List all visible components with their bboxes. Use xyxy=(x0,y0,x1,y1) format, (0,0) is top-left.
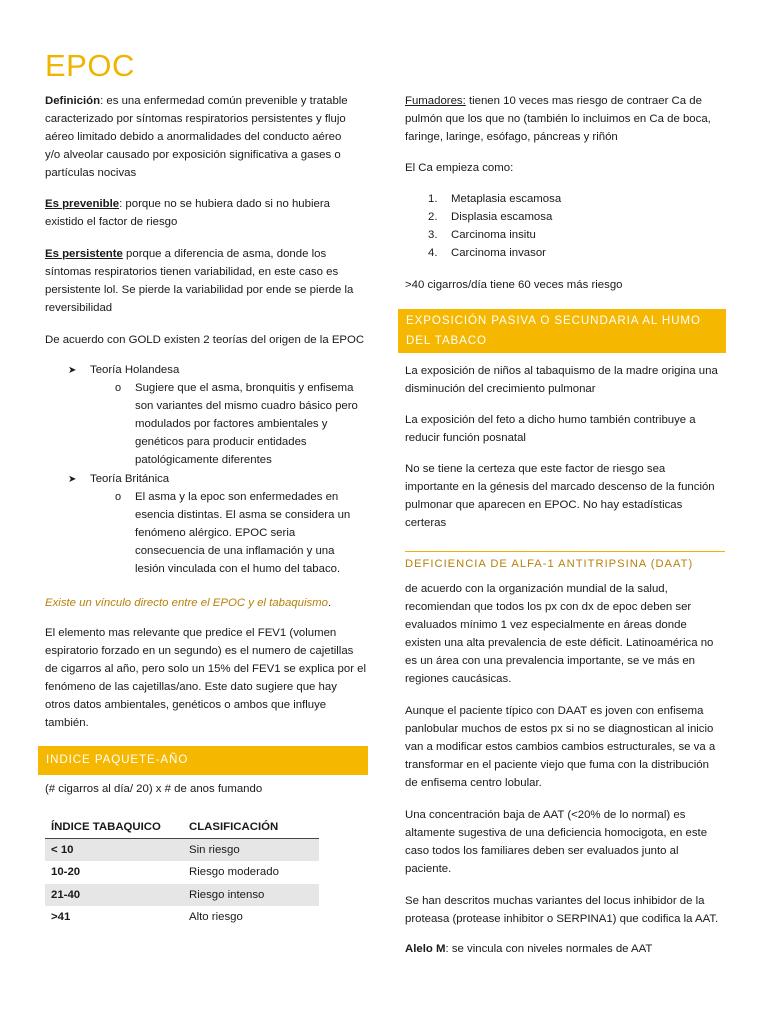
text-line: espiratorio forzado en un segundo) es el numero de cajetillas xyxy=(45,645,354,657)
table-header: ÍNDICE TABAQUICO xyxy=(45,816,183,839)
gold-line: De acuerdo con GOLD existen 2 teorías del origen de la EPOC xyxy=(45,334,365,346)
prevenible-label: Es prevenible xyxy=(45,198,120,210)
text-line: persistente lol. Se pierde la variabilidad por ende se pierde la xyxy=(45,284,354,296)
text-line: El asma y la epoc son enfermedades en xyxy=(135,491,339,503)
text-line: lesión vinculada con el humo del tabaco. xyxy=(135,563,341,575)
text-line: disminución del crecimiento pulmonar xyxy=(405,383,596,395)
text-line: pulmonar que aparecen en EPOC. No hay estadísticas xyxy=(405,499,683,511)
banner-line: EXPOSICIÓN PASIVA O SECUNDARIA AL HUMO xyxy=(406,314,701,327)
text-line: : es una enfermedad común prevenible y tratable xyxy=(100,95,348,107)
list-number: 3. xyxy=(428,229,438,241)
teoria-holandesa-detail xyxy=(135,379,375,469)
text-line: existido el factor de riesgo xyxy=(45,216,178,228)
text-line: Sugiere que el asma, bronquitis y enfisema xyxy=(135,382,354,394)
text-line: reducir función posnatal xyxy=(405,432,526,444)
formula: (# cigarros al día/ 20) x # de anos fumando xyxy=(45,783,263,795)
text-line: evaluados mínimo 1 vez especialmente en áreas donde xyxy=(405,619,687,631)
definicion-label: Definición xyxy=(45,95,101,107)
text-line: caso todos los familiares deben ser evaluados junto al xyxy=(405,845,679,857)
text-line: de cigarros al año, pero solo un 15% del FEV1 se explica por el xyxy=(45,663,367,675)
ca-intro: El Ca empieza como: xyxy=(405,162,514,174)
alelo-text: : se vincula con niveles normales de AAT xyxy=(445,943,653,955)
text-line: pulmón que los que no (también lo incluimos en Ca de boca, xyxy=(405,113,711,125)
italic-text: Existe un vínculo directo entre el EPOC y el tabaquismo xyxy=(45,597,329,609)
prevenible-paragraph xyxy=(45,195,370,231)
text-line: proteasa (protease inhibitor o SERPINA1) que codifica la AAT. xyxy=(405,913,719,925)
table-header: CLASIFICACIÓN xyxy=(183,816,319,839)
table-row xyxy=(45,861,319,884)
text-line: : porque no se hubiera dado si no hubiera xyxy=(119,198,330,210)
text-line: consecuencia de una inflamación y una xyxy=(135,545,335,557)
daat-paragraph-2 xyxy=(405,702,730,792)
table-row xyxy=(45,839,319,862)
heading-rule xyxy=(405,551,725,552)
pasiva-paragraph-2 xyxy=(405,411,730,447)
tabaquico-table xyxy=(45,816,319,929)
italic-dot: . xyxy=(328,597,332,609)
list-item xyxy=(428,208,688,226)
persistente-paragraph xyxy=(45,245,370,317)
arrowhead-icon: ➤ xyxy=(68,474,77,485)
text-line: esencia distintas. El asma se considera un xyxy=(135,509,351,521)
list-item xyxy=(428,226,688,244)
banner-line: DEL TABACO xyxy=(406,334,487,347)
text-line: tienen 10 veces mas riesgo de contraer Ca de xyxy=(465,95,702,107)
text-line: es un área con una prevalencia importante, se ve más en xyxy=(405,655,695,667)
text-line: importante en la génesis del marcado descenso de la función xyxy=(405,481,715,493)
circle-icon: o xyxy=(115,382,122,394)
alelo-label: Alelo M xyxy=(405,943,446,955)
section-banner-pasiva xyxy=(398,309,726,353)
text-line: porque a diferencia de asma, donde los xyxy=(122,248,327,260)
text-line: Una concentración baja de AAT (<20% de lo normal) es xyxy=(405,809,686,821)
teoria-britanica-detail xyxy=(135,488,375,578)
cigarros-40: >40 cigarros/día tiene 60 veces más riesgo xyxy=(405,279,623,291)
text-line: fenómeno de las cajetillas/ano. Este dato sugiere que hay xyxy=(45,681,337,693)
text-line: van a modificar estos cambios cambios estructurales, se va a xyxy=(405,741,716,753)
list-item xyxy=(428,190,688,208)
text-line: faringe, laringe, esófago, páncreas y riñón xyxy=(405,131,618,143)
text-line: son variantes del mismo cuadro básico pero xyxy=(135,400,358,412)
section-banner-indice: INDICE PAQUETE-AÑO xyxy=(38,746,368,775)
text-line: síntomas respiratorios tienen variabilidad, en este caso es xyxy=(45,266,339,278)
persistente-label: Es persistente xyxy=(45,248,123,260)
alelo-paragraph xyxy=(405,940,730,958)
table-cell: Alto riesgo xyxy=(189,911,243,924)
table-cell: Riesgo intenso xyxy=(183,884,319,907)
list-number: 2. xyxy=(428,211,438,223)
text-line: otros datos ambientales, genéticos o ambos que influye xyxy=(45,699,327,711)
circle-icon: o xyxy=(115,491,122,503)
daat-heading: DEFICIENCIA DE ALFA-1 ANTITRIPSINA (DAAT) xyxy=(405,558,694,570)
list-text: Displasia escamosa xyxy=(451,211,553,223)
daat-paragraph-1 xyxy=(405,580,730,688)
text-line: No se tiene la certeza que este factor de riesgo sea xyxy=(405,463,666,475)
daat-paragraph-4 xyxy=(405,892,730,928)
daat-paragraph-3 xyxy=(405,806,730,878)
teoria-holandesa: Teoría Holandesa xyxy=(90,364,180,376)
text-line: transformar en el paciente viejo que fuma con la distribución xyxy=(405,759,709,771)
text-line: altamente sugestiva de una deficiencia homocigota, en este xyxy=(405,827,708,839)
ca-list xyxy=(428,190,688,262)
list-number: 4. xyxy=(428,247,438,259)
table-header-row xyxy=(45,816,319,839)
table-cell: 21-40 xyxy=(45,884,183,907)
text-line: patológicamente diferentes xyxy=(135,454,272,466)
text-line: certeras xyxy=(405,517,447,529)
text-line: regiones caucásicas. xyxy=(405,673,512,685)
table-cell: < 10 xyxy=(45,839,183,862)
table-row xyxy=(45,884,319,907)
list-number: 1. xyxy=(428,193,438,205)
text-line: La exposición de niños al tabaquismo de la madre origina una xyxy=(405,365,718,377)
fev-paragraph xyxy=(45,624,370,732)
italic-note xyxy=(45,594,370,612)
table-cell: >41 xyxy=(51,911,71,924)
teoria-britanica: Teoría Británica xyxy=(90,473,170,485)
text-line: existen una alta prevalencia de este déficit. Latinoamérica no xyxy=(405,637,714,649)
list-text: Metaplasia escamosa xyxy=(451,193,562,205)
text-line: La exposición del feto a dicho humo también contribuye a xyxy=(405,414,696,426)
table-row xyxy=(45,906,319,929)
text-line: reversibilidad xyxy=(45,302,113,314)
text-line: modulados por factores ambientales y xyxy=(135,418,328,430)
text-line: Se han descritos muchas variantes del locus inhibidor de la xyxy=(405,895,705,907)
list-text: Carcinoma invasor xyxy=(451,247,546,259)
text-line: y/o alveolar causado por exposición significativa a gases o xyxy=(45,149,341,161)
page-title: EPOC xyxy=(45,48,135,83)
pasiva-paragraph-3 xyxy=(405,460,730,532)
text-line: partículas nocivas xyxy=(45,167,137,179)
text-line: aéreo limitado debido a anormalidades del conducto aéreo xyxy=(45,131,342,143)
arrowhead-icon: ➤ xyxy=(68,365,77,376)
text-line: Aunque el paciente típico con DAAT es joven con enfisema xyxy=(405,705,704,717)
text-line: de enfisema centro lobular. xyxy=(405,777,542,789)
pasiva-paragraph-1 xyxy=(405,362,730,398)
table-cell: Sin riesgo xyxy=(183,839,319,862)
text-line: genéticos para producir entidades xyxy=(135,436,307,448)
fumadores-paragraph xyxy=(405,92,730,146)
text-line: caracterizado por síntomas respiratorios persistentes y flujo xyxy=(45,113,346,125)
definicion-paragraph xyxy=(45,92,370,182)
text-line: El elemento mas relevante que predice el FEV1 (volumen xyxy=(45,627,337,639)
text-line: de acuerdo con la organización mundial de la salud, xyxy=(405,583,668,595)
list-item xyxy=(428,244,688,262)
text-line: paciente. xyxy=(405,863,452,875)
text-line: también. xyxy=(45,717,89,729)
list-text: Carcinoma insitu xyxy=(451,229,536,241)
table-cell: 10-20 xyxy=(51,866,81,879)
fumadores-label: Fumadores: xyxy=(405,95,466,107)
table-cell: Riesgo moderado xyxy=(189,866,279,879)
text-line: recomiendan que todos los px con dx de epoc deben ser xyxy=(405,601,692,613)
text-line: fenómeno alérgico. EPOC seria xyxy=(135,527,296,539)
text-line: panlobular muchos de estos px si no se diagnostican al inicio xyxy=(405,723,714,735)
